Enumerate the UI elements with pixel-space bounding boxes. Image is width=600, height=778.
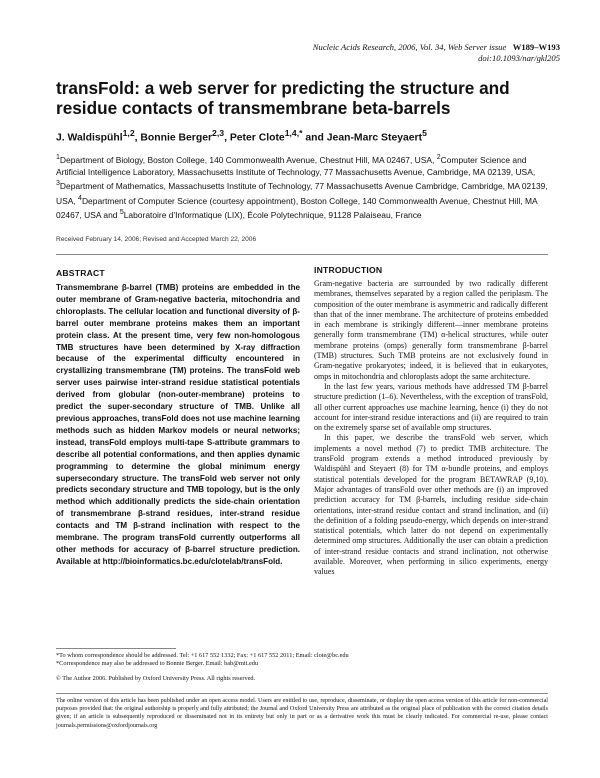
affiliation-mark: 4: [78, 194, 82, 202]
journal-header: [200, 42, 560, 64]
affiliation: Computer Science and Artificial Intelligence Laboratory, Massachusetts Institute of Technology, 77 Massachusetts Avenue, Cambridge, MA 02139, USA,: [56, 154, 536, 177]
author-separator: and: [302, 132, 327, 144]
author: Jean-Marc Steyaert: [326, 132, 423, 144]
journal-citation: Nucleic Acids Research, 2006, Vol. 34, Web Server issue: [312, 42, 507, 52]
author: Peter Clote: [229, 132, 285, 144]
introduction-heading: INTRODUCTION: [314, 265, 383, 275]
affiliations: [56, 152, 552, 222]
copyright-notice: © The Author 2006. Published by Oxford University Press. All rights reserved.: [56, 675, 256, 683]
affiliation: Department of Mathematics, Massachusetts Institute of Technology, 77 Massachusetts Avenue Cambridge, Cambridge, MA 02139, USA,: [56, 181, 548, 206]
affiliation-mark: 1: [56, 154, 60, 161]
abstract-text: Transmembrane β-barrel (TMB) proteins are embedded in the outer membrane of Gram-negative bacteria, mitochondria and chloroplasts. The cellular location and functional diversity of β-barrel outer membrane proteins makes them an important protein class. At the present time, very few non-homologous TMB structures have been determined by X-ray diffraction because of the experimental difficulty encountered in crystallizing transmembrane (TM) proteins. The transFold web server uses pairwise inter-strand residue statistical potentials derived from globular (non-outer-membrane) proteins to predict the super-secondary structure of TMB. Unlike all previous approaches, transFold does not use machine learning methods such as hidden Markov models or neural networks; instead, transFold employs multi-tape S-attribute grammars to describe all potential conformations, and then applies dynamic programming to determine the global minimum energy supersecondary structure. The transFold web server not only predicts secondary structure and TMB topology, but is the only method which additionally predicts the side-chain orientation of transmembrane β-strand residues, inter-strand residue contacts and TM β-strand inclination with respect to the membrane. The program transFold currently outperforms all other methods for accuracy of β-barrel structure prediction. Available at http://bioinformatics.bc.edu/clotelab/transFold.: [56, 283, 300, 566]
affiliation-mark: 3: [56, 180, 60, 188]
doi: doi:10.1093/nar/gkl205: [478, 53, 560, 63]
intro-paragraph: Gram-negative bacteria are surrounded by two radically different membranes, themselves separated by a region called the periplasm. The composition of the outer membrane is asymmetric and radically different than that of the inner membrane. The architecture of proteins embedded in each membrane is strikingly different—inner membrane proteins generally form transmembrane (TM) α-helical structures, while outer membrane proteins (omps) generally form transmembrane β-barrel (TMB) structures. Such TMB proteins are not exclusively found in Gram-negative prokaryotes; indeed, it is believed that in eukaryotes, omps in mitochondria and chloroplasts adopt the same architecture.: [314, 279, 548, 381]
author-affiliation-mark: 2,3: [212, 128, 225, 138]
abstract-heading: ABSTRACT: [56, 268, 105, 278]
page-range: W189–W193: [512, 42, 560, 52]
introduction-body: [314, 279, 548, 578]
open-access-license: The online version of this article has been published under an open access model. Users are entitled to use, reproduce, disseminate, or display the open access version of this article for non-commercial purposes provided that: the original authorship is properly and fully attributed; the Journal and Oxford University Press are attributed as the original place of publication with the correct citation details given; if an article is subsequently reproduced or disseminated not in its entirety but only in part or as a derivative work this must be clearly indicated. For commercial re-use, please contact journals.permissions@oxfordjournals.org: [56, 698, 548, 729]
author: J. Waldispühl: [56, 132, 123, 144]
author-affiliation-mark: 1,4,*: [284, 128, 303, 138]
intro-paragraph: In the last few years, various methods have addressed TM β-barrel structure prediction (1–6). Nevertheless, with the exception of transFold, all other current approaches use machine learning, hence (i) they do not account for inter-strand residue interactions and (ii) are required to train on the extremely sparse set of available omp structures.: [314, 381, 548, 433]
affiliation: Laboratoire d'Informatique (LIX), École Polytechnique, 91128 Palaiseau, France: [123, 210, 422, 221]
intro-paragraph: In this paper, we describe the transFold web server, which implements a novel method (7) to predict TMB architecture. The transFold program extends a method introduced previously by Waldispühl and Steyaert (8) for TM α-bundle proteins, and employs statistical potentials developed for the program BETAWRAP (9,10). Major advantages of transFold over other methods are (i) an improved prediction accuracy for TM β-barrels, including residue side-chain orientations, inter-strand residue contact and strand inclination, and (ii) the definition of a folding pseudo-energy, which depends on inter-strand statistical potentials, which latter do not depend on experimentally determined omp structures. Additionally the user can obtain a prediction of inter-strand residue contacts and strand inclination, not otherwise available. Moreover, when performing in silico experiments, energy values: [314, 433, 548, 577]
affiliation: Department of Computer Science (courtesy appointment), Boston College, 140 Commonwealth Avenue, Chestnut Hill, MA 02467, USA and: [56, 195, 538, 221]
footnote-divider: [56, 648, 176, 649]
affiliation-mark: 5: [119, 209, 124, 217]
affiliation: Department of Biology, Boston College, 140 Commonwealth Avenue, Chestnut Hill, MA 02467, USA,: [59, 154, 437, 165]
corresponding-author-note: *To whom correspondence should be addressed. Tel: +1 617 552 1332; Fax: +1 617 552 2011; Email: clote@bc.edu: [56, 652, 349, 659]
affiliation-mark: 2: [436, 154, 441, 161]
author: Bonnie Berger: [140, 132, 213, 144]
author-separator: ,: [224, 132, 230, 144]
author-list: [56, 127, 566, 144]
author-affiliation-mark: 1,2: [122, 128, 135, 138]
paper-title: transFold: a web server for predicting the structure and residue contacts of transmembrane beta-barrels: [56, 78, 510, 118]
author-affiliation-mark: 5: [422, 128, 427, 138]
footnotes: [56, 652, 548, 684]
header-divider: [56, 254, 548, 255]
author-separator: ,: [134, 132, 141, 144]
secondary-correspondence-note: *Correspondence may also be addressed to Bonnie Berger. Email: bab@mit.edu: [56, 660, 259, 668]
received-dates: Received February 14, 2006; Revised and Accepted March 22, 2006: [56, 236, 257, 243]
license-divider: [56, 693, 548, 694]
